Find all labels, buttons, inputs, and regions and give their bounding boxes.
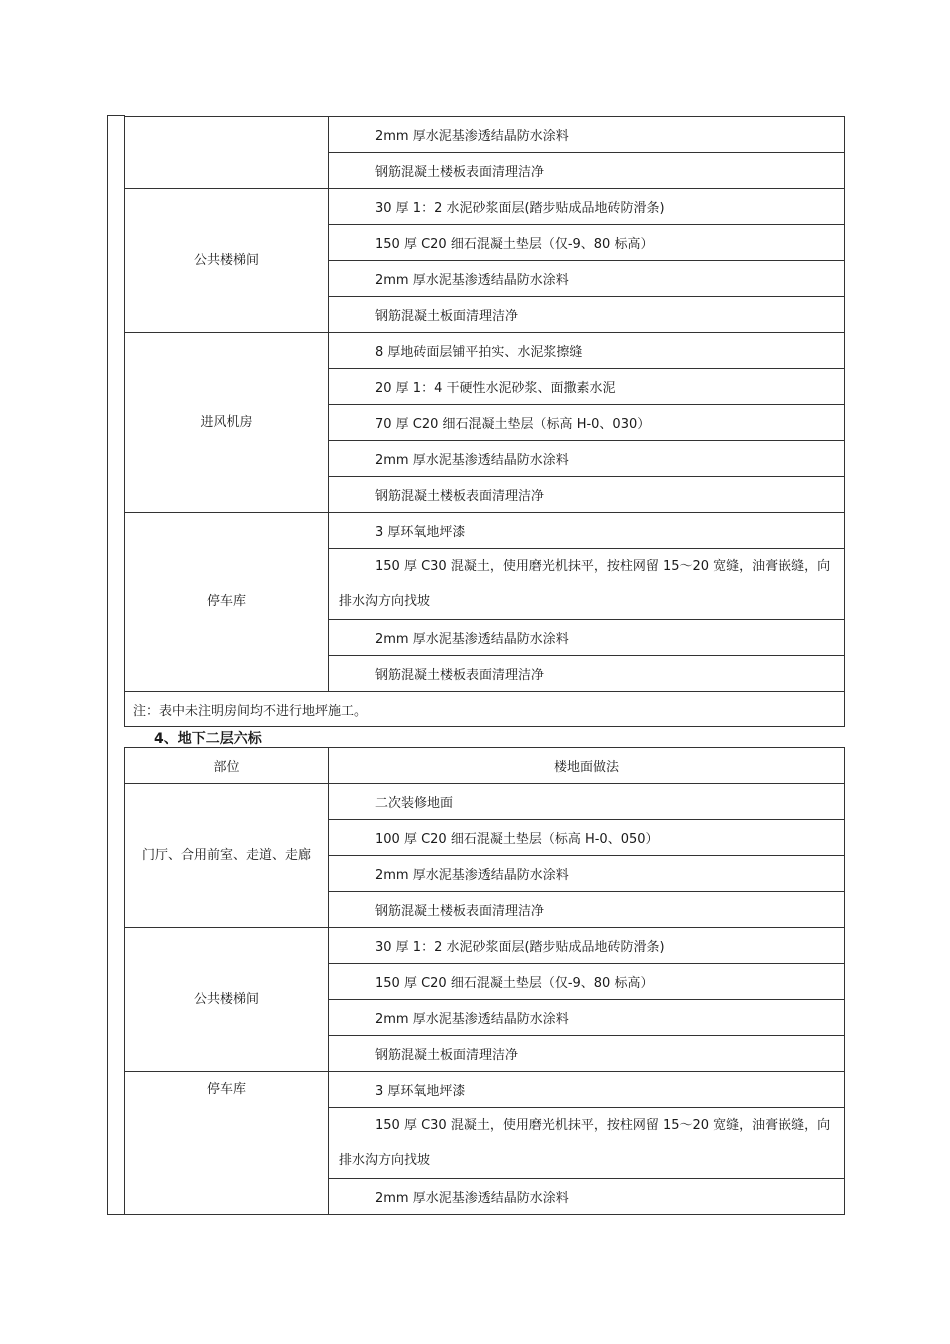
table-row <box>125 784 845 820</box>
method-cell: 钢筋混凝土楼板表面清理洁净 <box>329 477 845 513</box>
table-note: 注：表中未注明房间均不进行地坪施工。 <box>125 692 845 727</box>
section-title: 4、地下二层六标 <box>154 731 262 747</box>
method-cell: 2mm 厚水泥基渗透结晶防水涂料 <box>329 261 845 297</box>
outer-frame-left <box>107 115 125 1215</box>
header-method: 楼地面做法 <box>329 748 845 784</box>
method-cell: 150 厚 C30 混凝土，使用磨光机抹平，按柱网留 15～20 宽缝，油膏嵌缝，向排水沟方向找坡 <box>329 549 845 620</box>
method-cell: 钢筋混凝土板面清理洁净 <box>329 297 845 333</box>
method-cell: 100 厚 C20 细石混凝土垫层（标高 H-0、050） <box>329 820 845 856</box>
method-cell: 二次装修地面 <box>329 784 845 820</box>
method-cell: 2mm 厚水泥基渗透结晶防水涂料 <box>329 1000 845 1036</box>
table-row <box>125 928 845 964</box>
method-cell: 3 厚环氧地坪漆 <box>329 513 845 549</box>
method-cell: 钢筋混凝土楼板表面清理洁净 <box>329 892 845 928</box>
method-cell: 2mm 厚水泥基渗透结晶防水涂料 <box>329 1179 845 1215</box>
method-cell: 钢筋混凝土楼板表面清理洁净 <box>329 153 845 189</box>
part-cell <box>125 117 329 189</box>
floor-spec-table-1 <box>124 116 845 727</box>
table-row <box>125 189 845 225</box>
part-cell: 停车库 <box>125 1072 329 1215</box>
method-cell: 30 厚 1：2 水泥砂浆面层(踏步贴成品地砖防滑条) <box>329 189 845 225</box>
method-cell: 150 厚 C20 细石混凝土垫层（仅-9、80 标高） <box>329 964 845 1000</box>
table-row <box>125 692 845 727</box>
part-cell: 公共楼梯间 <box>125 189 329 333</box>
method-cell: 2mm 厚水泥基渗透结晶防水涂料 <box>329 117 845 153</box>
method-cell: 3 厚环氧地坪漆 <box>329 1072 845 1108</box>
method-cell: 2mm 厚水泥基渗透结晶防水涂料 <box>329 441 845 477</box>
part-cell: 门厅、合用前室、走道、走廊 <box>125 784 329 928</box>
part-cell: 公共楼梯间 <box>125 928 329 1072</box>
table-row <box>125 117 845 153</box>
method-cell: 8 厚地砖面层铺平拍实、水泥浆擦缝 <box>329 333 845 369</box>
table-header-row <box>125 748 845 784</box>
header-part: 部位 <box>125 748 329 784</box>
floor-spec-table-2 <box>124 747 845 1215</box>
method-cell: 150 厚 C30 混凝土，使用磨光机抹平，按柱网留 15～20 宽缝，油膏嵌缝，向排水沟方向找坡 <box>329 1108 845 1179</box>
method-cell: 钢筋混凝土楼板表面清理洁净 <box>329 656 845 692</box>
part-cell: 停车库 <box>125 513 329 692</box>
table-row <box>125 1072 845 1108</box>
method-cell: 70 厚 C20 细石混凝土垫层（标高 H-0、030） <box>329 405 845 441</box>
method-cell: 20 厚 1：4 干硬性水泥砂浆、面撒素水泥 <box>329 369 845 405</box>
table-row <box>125 333 845 369</box>
method-cell: 2mm 厚水泥基渗透结晶防水涂料 <box>329 620 845 656</box>
method-cell: 2mm 厚水泥基渗透结晶防水涂料 <box>329 856 845 892</box>
table-row <box>125 513 845 549</box>
method-cell: 150 厚 C20 细石混凝土垫层（仅-9、80 标高） <box>329 225 845 261</box>
method-cell: 钢筋混凝土板面清理洁净 <box>329 1036 845 1072</box>
part-cell: 进风机房 <box>125 333 329 513</box>
method-cell: 30 厚 1：2 水泥砂浆面层(踏步贴成品地砖防滑条) <box>329 928 845 964</box>
